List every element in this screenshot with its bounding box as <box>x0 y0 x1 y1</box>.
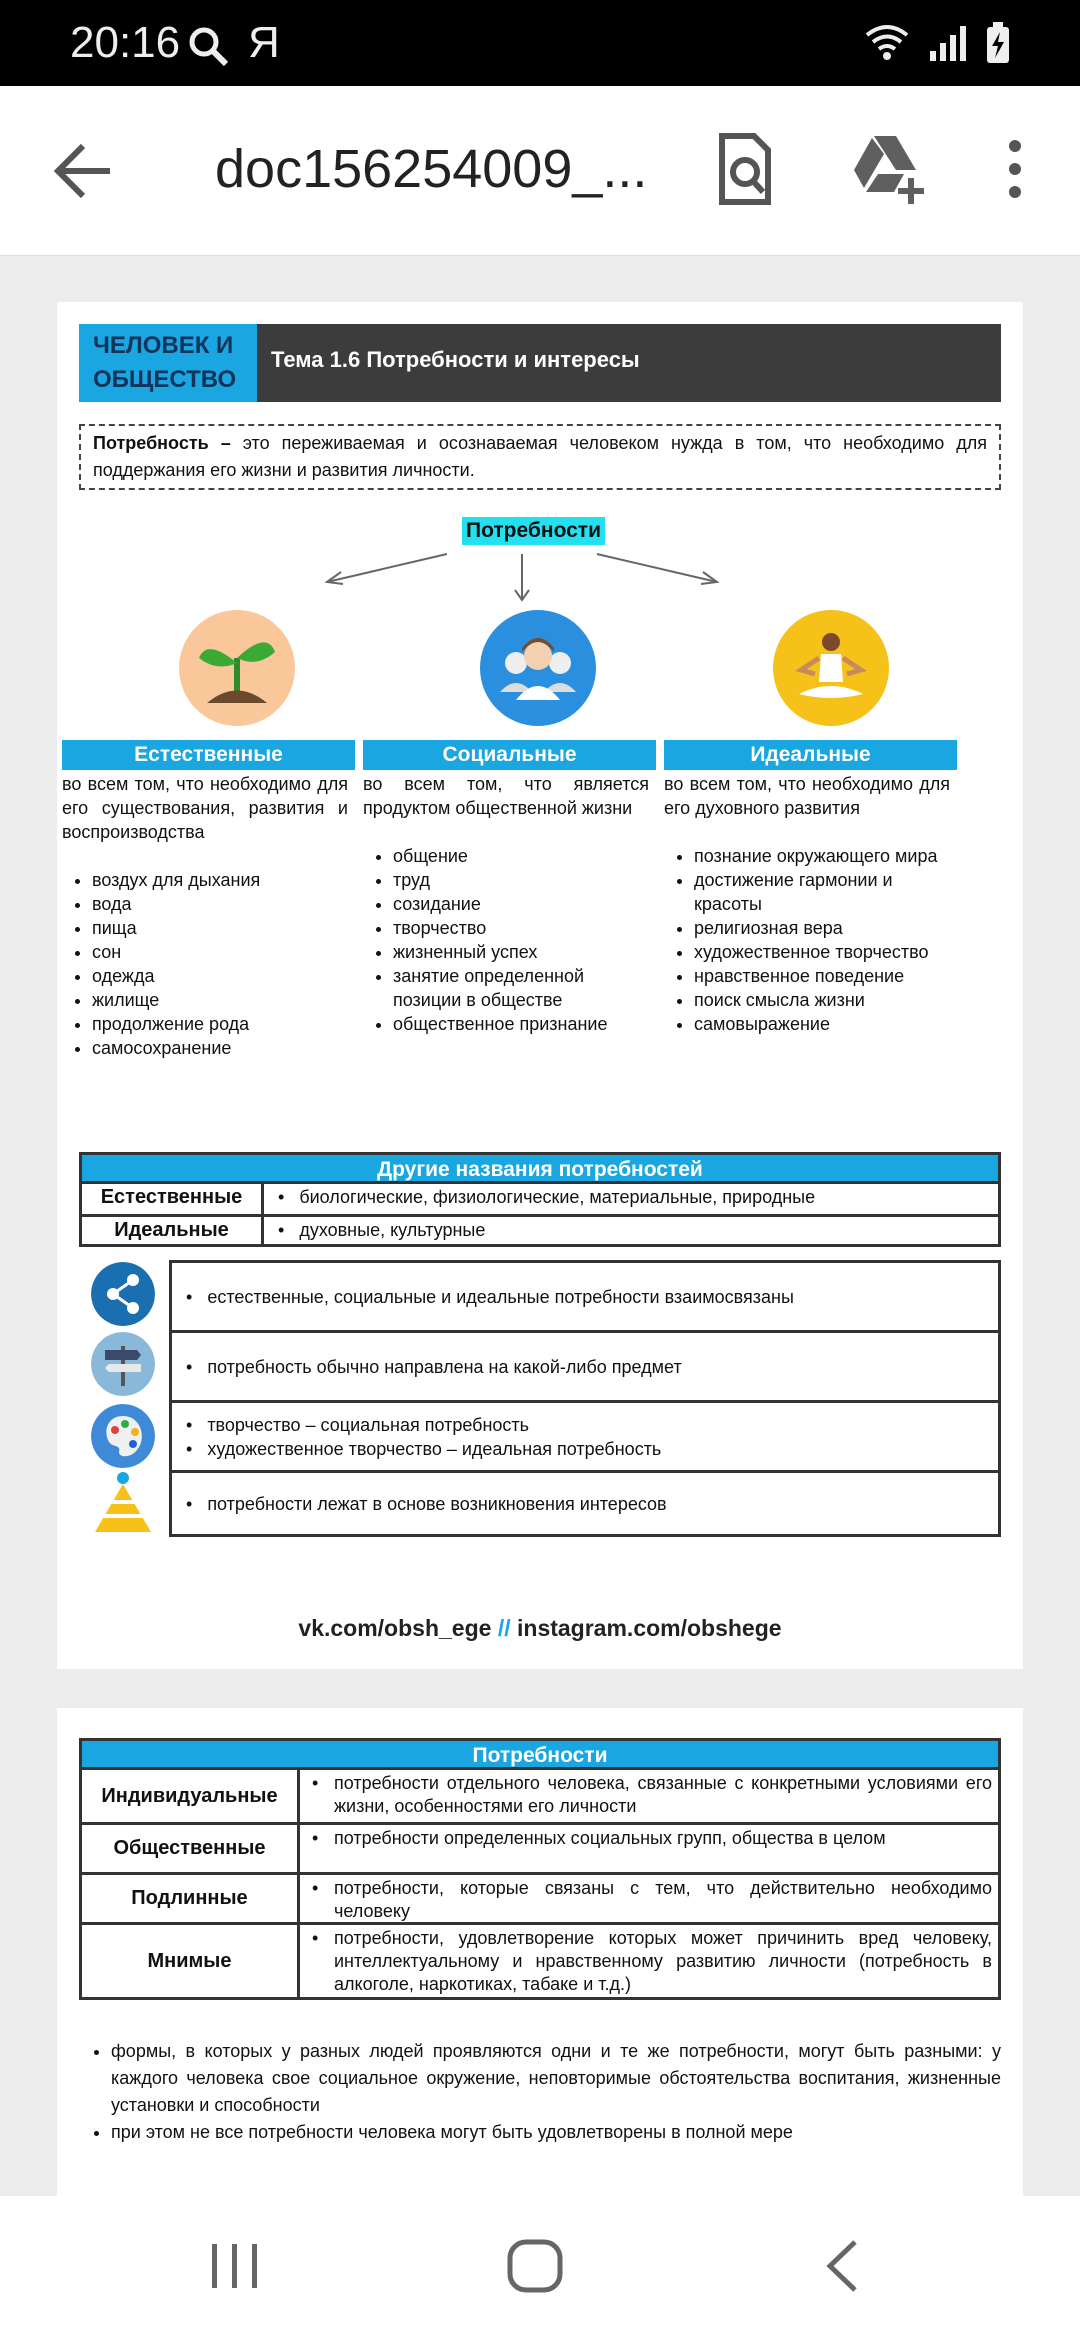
column-header-natural: Естественные <box>62 740 355 770</box>
other-names-title: Другие названия потребностей <box>82 1155 998 1184</box>
table-row <box>82 1184 998 1214</box>
document-viewer[interactable] <box>0 256 1080 2196</box>
row-value: • потребности, удовлетворение которых может причинить вред человеку, интеллектуальному и нравственному развитию личности (потребность в алкоголе, наркотиках, табаке и т.д.) <box>300 1925 998 1997</box>
sprout-icon <box>177 608 297 728</box>
note-item: • формы, в которых у разных людей проявляются одни и те же потребности, могут быть разными: у каждого человека свое социальное окружение, неповторимые обстоятельства воспитания, жизненные установки и способности <box>111 2038 1001 2119</box>
row-key: Подлинные <box>82 1875 300 1922</box>
fact-row <box>169 1400 1001 1473</box>
list-item: • созидание <box>393 892 649 916</box>
column-intro: во всем том, что необходимо для его существования, развития и воспроизводства <box>62 774 348 842</box>
list-item: • творчество <box>393 916 649 940</box>
document-title: doc156254009_... <box>215 139 648 199</box>
instagram-link[interactable]: instagram.com/obshege <box>517 1615 782 1641</box>
list-item: • общение <box>393 844 649 868</box>
definition-box <box>79 424 1001 490</box>
note-item: • при этом не все потребности человека могут быть удовлетворены в полной мере <box>111 2119 1001 2146</box>
list-item: • жизненный успех <box>393 940 649 964</box>
list-item: • одежда <box>92 964 348 988</box>
signal-icon <box>928 23 968 63</box>
status-bar <box>0 0 1080 86</box>
list-item: • продолжение рода <box>92 1012 348 1036</box>
clock: 20:16 <box>70 18 181 67</box>
needs-list <box>62 868 348 1060</box>
topic-header <box>79 324 1001 402</box>
table-row <box>82 1922 998 1997</box>
column-natural <box>62 772 348 1060</box>
needs-types-table <box>79 1738 1001 2000</box>
footer-links <box>57 1615 1023 1642</box>
definition-text: это переживаемая и осознаваемая человеком нужда в том, что необходимо для поддержания его жизни и развития личности. <box>93 433 987 480</box>
document-page-1 <box>57 302 1023 1669</box>
row-key: Общественные <box>82 1825 300 1872</box>
pyramid-icon <box>91 1470 155 1534</box>
share-icon <box>91 1262 155 1326</box>
list-item: • общественное признание <box>393 1012 649 1036</box>
needs-list <box>664 844 950 1036</box>
arrow-left-icon[interactable] <box>50 136 120 206</box>
list-item: • жилище <box>92 988 348 1012</box>
row-value: • духовные, культурные <box>278 1220 486 1240</box>
row-key: Индивидуальные <box>82 1770 300 1822</box>
people-group-icon <box>478 608 598 728</box>
row-value: • биологические, физиологические, материальные, природные <box>278 1187 816 1207</box>
list-item: • самовыражение <box>694 1012 950 1036</box>
list-item: • труд <box>393 868 649 892</box>
list-item: • достижение гармонии и красоты <box>694 868 950 916</box>
battery-icon <box>986 22 1010 64</box>
needs-label: Потребности <box>462 517 605 545</box>
facts-block <box>79 1260 1001 1535</box>
signpost-icon <box>91 1332 155 1396</box>
back-icon[interactable] <box>810 2236 880 2296</box>
search-icon <box>186 24 230 68</box>
vk-link[interactable]: vk.com/obsh_ege <box>298 1615 492 1641</box>
column-social <box>363 772 649 1036</box>
list-item: • занятие определенной позиции в обществе <box>393 964 649 1012</box>
row-key: Идеальные <box>82 1217 264 1244</box>
list-item: • воздух для дыхания <box>92 868 348 892</box>
navigation-bar <box>0 2196 1080 2340</box>
other-names-table <box>79 1152 1001 1247</box>
list-item: • художественное творчество <box>694 940 950 964</box>
column-ideal <box>664 772 950 1036</box>
footer-separator: // <box>497 1615 511 1641</box>
search-document-icon[interactable] <box>708 132 782 206</box>
list-item: • нравственное поведение <box>694 964 950 988</box>
list-item: • религиозная вера <box>694 916 950 940</box>
fact-text: • творчество – социальная потребность <box>186 1414 530 1435</box>
fact-row <box>169 1330 1001 1403</box>
notes <box>79 2038 1001 2146</box>
row-value: • потребности определенных социальных групп, общества в целом <box>300 1825 998 1872</box>
table-title: Потребности <box>82 1741 998 1770</box>
recents-icon[interactable] <box>200 2236 270 2296</box>
table-row <box>82 1822 998 1872</box>
table-row <box>82 1770 998 1822</box>
topic-title: Тема 1.6 Потребности и интересы <box>271 347 640 372</box>
home-icon[interactable] <box>500 2236 570 2296</box>
row-value: • потребности, которые связаны с тем, что действительно необходимо человеку <box>300 1875 998 1922</box>
column-intro: во всем том, что необходимо для его духовного развития <box>664 774 950 818</box>
app-notification-glyph: Я <box>248 18 280 67</box>
fact-row <box>169 1470 1001 1537</box>
needs-list <box>363 844 649 1036</box>
section-tag: ЧЕЛОВЕК И ОБЩЕСТВО <box>79 324 257 402</box>
fact-text: • естественные, социальные и идеальные потребности взаимосвязаны <box>186 1286 794 1307</box>
list-item: • сон <box>92 940 348 964</box>
list-item: • познание окружающего мира <box>694 844 950 868</box>
list-item: • пища <box>92 916 348 940</box>
list-item: • поиск смысла жизни <box>694 988 950 1012</box>
fact-text: • потребность обычно направлена на какой-либо предмет <box>186 1356 682 1377</box>
fact-text: • потребности лежат в основе возникновения интересов <box>186 1493 667 1514</box>
row-key: Естественные <box>82 1184 264 1214</box>
meditation-icon <box>771 608 891 728</box>
table-row <box>82 1872 998 1922</box>
fact-text: • художественное творчество – идеальная потребность <box>186 1438 662 1459</box>
list-item: • самосохранение <box>92 1036 348 1060</box>
table-row <box>82 1214 998 1244</box>
row-value: • потребности отдельного человека, связанные с конкретными условиями его жизни, особенностями его личности <box>300 1770 998 1822</box>
definition-term: Потребность – <box>93 433 231 453</box>
column-header-social: Социальные <box>363 740 656 770</box>
row-key: Мнимые <box>82 1925 300 1997</box>
document-page-2 <box>57 1708 1023 2196</box>
column-header-ideal: Идеальные <box>664 740 957 770</box>
more-vert-icon[interactable] <box>1000 132 1030 206</box>
palette-icon <box>91 1404 155 1468</box>
app-bar <box>0 86 1080 256</box>
list-item: • вода <box>92 892 348 916</box>
column-intro: во всем том, что является продуктом общественной жизни <box>363 774 649 818</box>
google-drive-add-icon[interactable] <box>852 132 932 206</box>
fact-row <box>169 1260 1001 1333</box>
wifi-icon <box>864 23 910 63</box>
